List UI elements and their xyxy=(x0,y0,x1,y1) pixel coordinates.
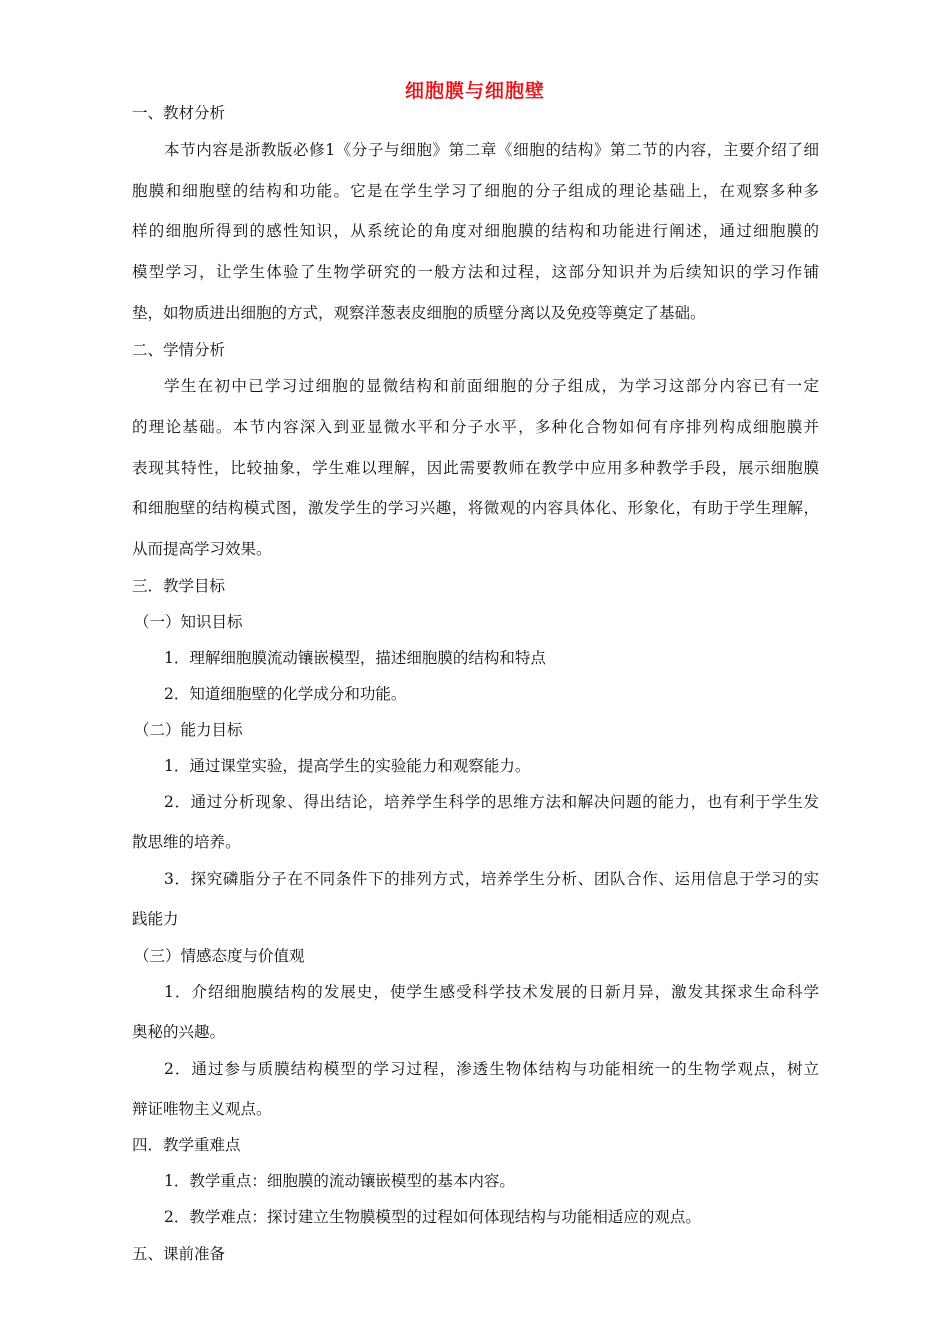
list-item: 2．教学难点：探讨建立生物膜模型的过程如何体现结构与功能相适应的观点。 xyxy=(164,1208,701,1226)
section-heading-teaching-objectives: 三．教学目标 xyxy=(132,577,226,595)
section-heading-key-difficult-points: 四．教学重难点 xyxy=(132,1136,241,1154)
list-item: 2．知道细胞壁的化学成分和功能。 xyxy=(164,685,407,703)
list-item: 1．教学重点：细胞膜的流动镶嵌模型的基本内容。 xyxy=(164,1172,515,1190)
paragraph-line: 胞膜和细胞壁的结构和功能。它是在学生学习了细胞的分子组成的理论基础上，在观察多种多 xyxy=(132,182,819,200)
list-item: 1．理解细胞膜流动镶嵌模型，描述细胞膜的结构和特点 xyxy=(164,649,546,667)
section-heading-teaching-material-analysis: 一、教材分析 xyxy=(132,104,226,122)
subsection-heading-knowledge: （一）知识目标 xyxy=(134,613,243,631)
list-item: 2．通过分析现象、得出结论，培养学生科学的思维方法和解决问题的能力，也有利于学生发 xyxy=(164,793,819,811)
paragraph-line: 的理论基础。本节内容深入到亚显微水平和分子水平，多种化合物如何有序排列构成细胞膜并 xyxy=(132,418,819,436)
list-item: 1．介绍细胞膜结构的发展史，使学生感受科学技术发展的日新月异，激发其探求生命科学 xyxy=(164,983,819,1001)
paragraph-line: 散思维的培养。 xyxy=(132,833,241,851)
paragraph-line: 表现其特性，比较抽象，学生难以理解，因此需要教师在教学中应用多种教学手段，展示细胞膜 xyxy=(132,459,819,477)
paragraph-line: 本节内容是浙教版必修1《分子与细胞》第二章《细胞的结构》第二节的内容，主要介绍了细 xyxy=(164,141,819,159)
paragraph-line: 和细胞壁的结构模式图，激发学生的学习兴趣，将微观的内容具体化、形象化，有助于学生理解， xyxy=(132,499,819,517)
section-heading-preparation: 五、课前准备 xyxy=(132,1245,226,1263)
paragraph-line: 从而提高学习效果。 xyxy=(132,540,272,558)
paragraph-line: 垫，如物质进出细胞的方式，观察洋葱表皮细胞的质壁分离以及免疫等奠定了基础。 xyxy=(132,304,706,322)
document-title: 细胞膜与细胞壁 xyxy=(404,80,545,102)
list-item: 3．探究磷脂分子在不同条件下的排列方式，培养学生分析、团队合作、运用信息于学习的实 xyxy=(164,870,819,888)
paragraph-line: 模型学习，让学生体验了生物学研究的一般方法和过程，这部分知识并为后续知识的学习作铺 xyxy=(132,263,819,281)
subsection-heading-attitude-values: （三）情感态度与价值观 xyxy=(134,947,305,965)
paragraph-line: 学生在初中已学习过细胞的显微结构和前面细胞的分子组成，为学习这部分内容已有一定 xyxy=(164,377,819,395)
section-heading-student-analysis: 二、学情分析 xyxy=(132,341,226,359)
list-item: 1．通过课堂实验，提高学生的实验能力和观察能力。 xyxy=(164,757,531,775)
paragraph-line: 辩证唯物主义观点。 xyxy=(132,1100,272,1118)
list-item: 2．通过参与质膜结构模型的学习过程，渗透生物体结构与功能相统一的生物学观点，树立 xyxy=(164,1060,819,1078)
paragraph-line: 奥秘的兴趣。 xyxy=(132,1023,226,1041)
subsection-heading-ability: （二）能力目标 xyxy=(134,721,243,739)
paragraph-line: 样的细胞所得到的感性知识，从系统论的角度对细胞膜的结构和功能进行阐述，通过细胞膜的 xyxy=(132,222,819,240)
paragraph-line: 践能力 xyxy=(132,910,179,928)
